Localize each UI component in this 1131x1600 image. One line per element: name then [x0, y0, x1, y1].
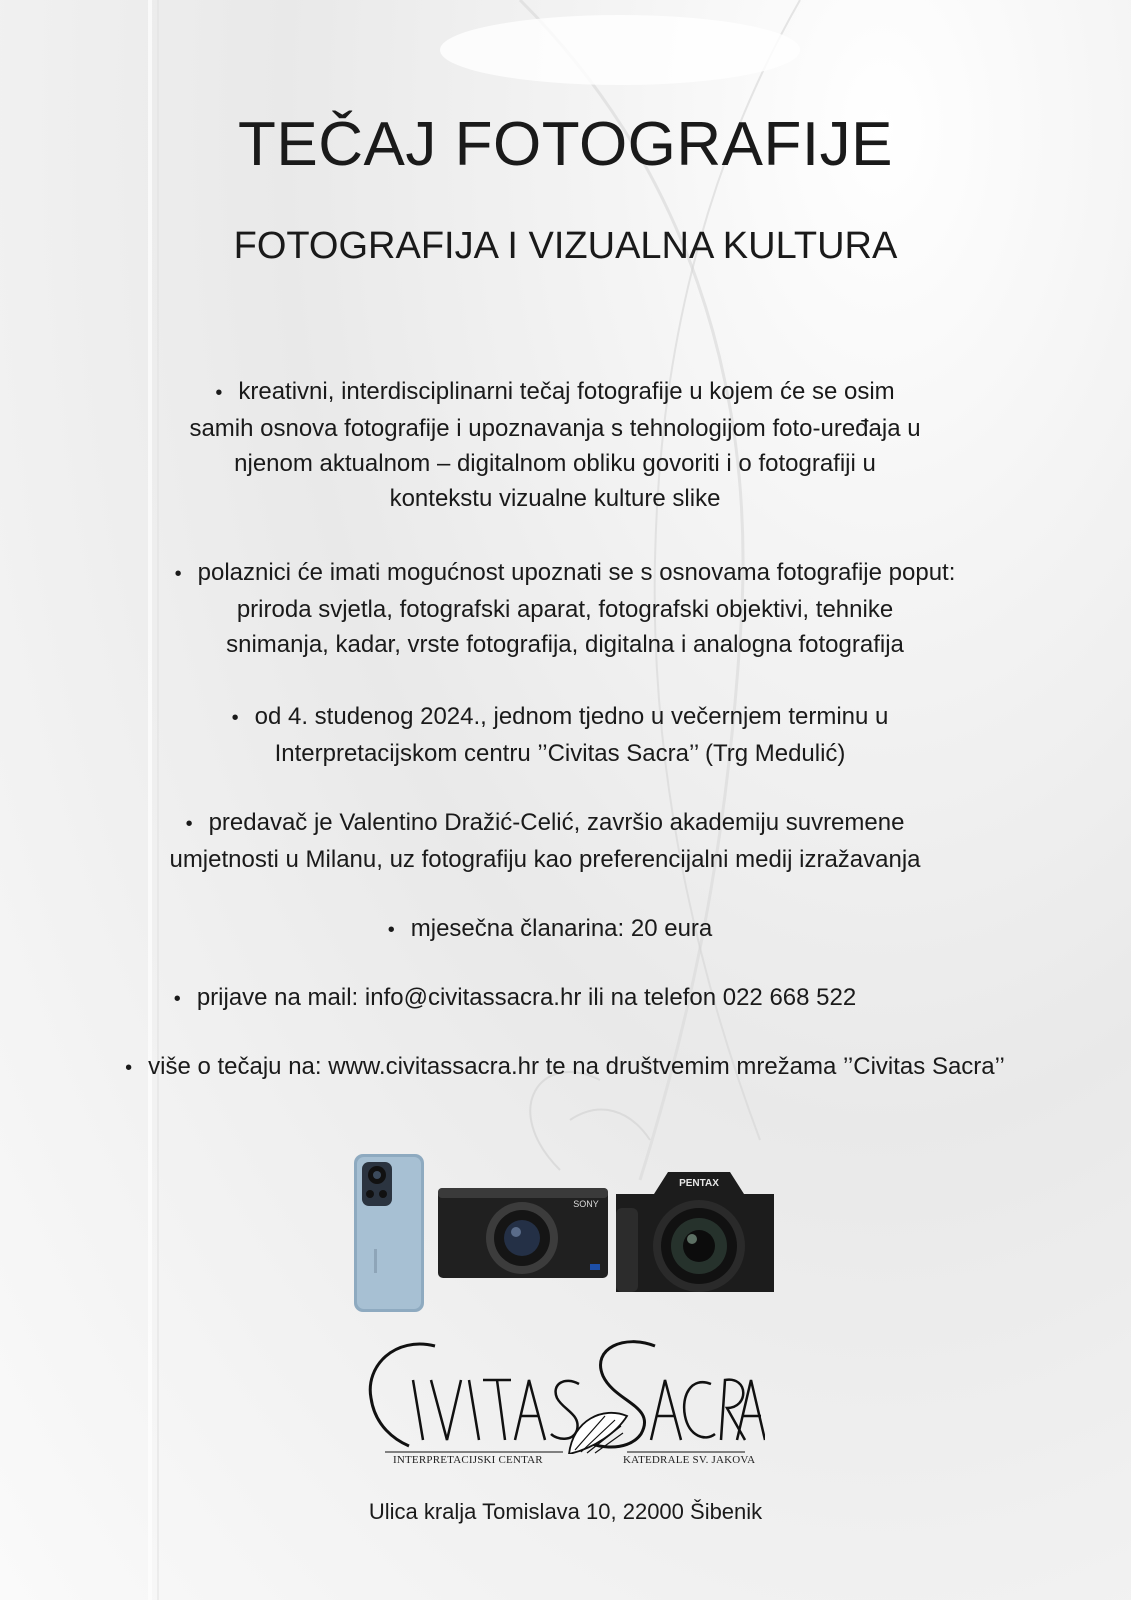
- logo-wordmark-icon: [365, 1336, 765, 1454]
- bullet-line: snimanja, kadar, vrste fotografija, digitalna i analogna fotografija: [226, 631, 904, 658]
- civitas-sacra-logo: [365, 1336, 765, 1478]
- logo-subtitle-right: KATEDRALE SV. JAKOVA: [623, 1454, 756, 1466]
- dslr-camera-icon: [616, 1172, 774, 1292]
- bullet-membership-fee: [300, 911, 800, 948]
- bullet-lecturer: [105, 805, 985, 877]
- compact-brand-label: SONY: [573, 1199, 599, 1209]
- bullet-dot-icon: •: [125, 1057, 133, 1079]
- bullet-line: priroda svjetla, fotografski aparat, fotografski objektivi, tehnike: [236, 596, 894, 623]
- bullet-line: • prijave na mail: info@civitassacra.hr ili na telefon 022 668 522: [173, 984, 857, 1011]
- bullet-line: • predavač je Valentino Dražić-Celić, završio akademiju suvremene: [185, 809, 905, 836]
- bullet-course-topics: [105, 555, 1025, 662]
- bullet-line: • više o tečaju na: www.civitassacra.hr te na društvemim mrežama ’’Civitas Sacra’’: [125, 1053, 1005, 1080]
- bullet-line: • kreativni, interdisciplinarni tečaj fotografije u kojem će se osim: [215, 378, 895, 405]
- bullet-line: • mjesečna članarina: 20 eura: [387, 915, 713, 942]
- bullet-dot-icon: •: [185, 813, 193, 835]
- device-photos: [354, 1154, 794, 1314]
- bullet-line: Interpretacijskom centru ’’Civitas Sacra’’ (Trg Medulić): [274, 740, 846, 767]
- bullet-dot-icon: •: [231, 707, 239, 729]
- bullet-dot-icon: •: [173, 988, 181, 1010]
- bullet-line: kontekstu vizualne kulture slike: [389, 485, 721, 512]
- poster-title: TEČAJ FOTOGRAFIJE: [238, 110, 893, 179]
- compact-camera-icon: [438, 1188, 608, 1278]
- bullet-line: njenom aktualnom – digitalnom obliku govoriti i o fotografiji u: [234, 450, 876, 477]
- bullet-dot-icon: •: [215, 382, 223, 404]
- logo-subtitle-left: INTERPRETACIJSKI CENTAR: [393, 1454, 543, 1466]
- bullet-dot-icon: •: [174, 563, 182, 585]
- smartphone-icon: [354, 1154, 424, 1312]
- bullet-schedule: [150, 699, 970, 771]
- bullet-dot-icon: •: [387, 919, 395, 941]
- footer-address: Ulica kralja Tomislava 10, 22000 Šibenik: [368, 1499, 763, 1524]
- dslr-brand-label: PENTAX: [679, 1178, 719, 1189]
- bullet-registration-contact: [95, 980, 935, 1017]
- bullet-line: • polaznici će imati mogućnost upoznati se s osnovama fotografije poput:: [174, 559, 956, 586]
- bullet-course-description: [125, 374, 985, 516]
- bullet-line: umjetnosti u Milanu, uz fotografiju kao preferencijalni medij izražavanja: [169, 846, 921, 873]
- bullet-line: • od 4. studenog 2024., jednom tjedno u večernjem terminu u: [231, 703, 889, 730]
- poster-subtitle: FOTOGRAFIJA I VIZUALNA KULTURA: [233, 225, 898, 267]
- bullet-line: samih osnova fotografije i upoznavanja s tehnologijom foto-uređaja u: [189, 415, 921, 442]
- bullet-more-info: [45, 1049, 1085, 1086]
